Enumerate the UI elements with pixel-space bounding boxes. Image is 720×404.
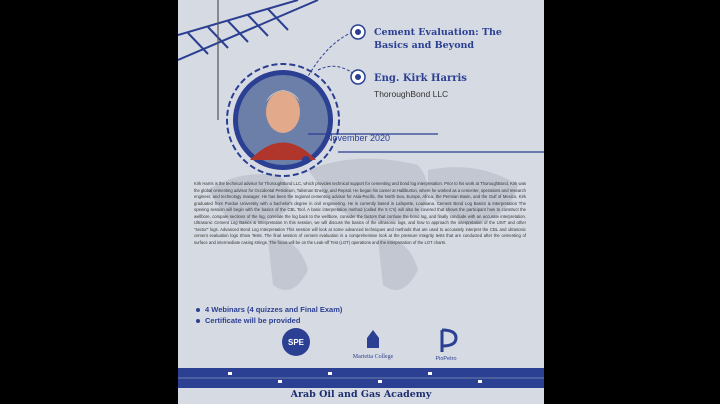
piopetro-logo	[435, 330, 456, 362]
benefit-item: 4 Webinars (4 quizzes and Final Exam)	[196, 304, 342, 315]
speaker-portrait	[238, 75, 328, 165]
svg-text:PioPetro: PioPetro	[435, 356, 457, 362]
benefits-list	[196, 304, 342, 326]
webinar-poster	[178, 0, 544, 404]
sponsor-logos	[278, 326, 478, 364]
svg-text:Marietta College: Marietta College	[352, 354, 394, 360]
webinar-date: November 2020	[326, 133, 391, 143]
bullet-icon	[196, 319, 200, 323]
svg-text:SPE: SPE	[287, 338, 305, 347]
academy-name: Arab Oil and Gas Academy	[178, 388, 544, 404]
speaker-company: ThoroughBond LLC	[374, 89, 449, 99]
speaker-bio: Kirk Harris is the technical advisor for ThoroughBond LLC, which provides technical support for cementing and bond log interpretation. Prior to his work at ThoroughBond, Kirk was the global cementing advisor for Occidental Petroleum, Talisman Energy, and Repsol. He began his career at Halliburton, where he worked as a cementer, operations and research engineer, and technology manager. He has been the regional cementing advisor for Asia-Pacific, the North Sea, Europe, Africa, the Permian Basin, and the Gulf of Mexico. Kirk graduated from Purdue University with a bachelor's degree in civil engineering. He is currently based in Lafayette, Louisiana. Cement Bond Log Basics & Interpretation The opening session will begin with the basics of the CBL Tool. A basic interpretation method (called the 5 C's) will also be covered that shows the participant how to construct the wellbore, compare sections of the log, correlate the log back to the wellbore, consider the factors that confuse the bond log, and finally conclude with an accurate interpretation. Ultrasonic Cement Log Basics & Interpretation In this session, we will discuss the basics of the ultrasonic logs, and how to approach the interpretation of the USIT and other "sector" logs. Advanced Bond Log Interpretation This session will look at some advanced techniques and methods that are used to accurately interpret the CBL and ultrasonic cement evaluation logs Show Tests. The final session of cement evaluation is a comprehensive look at the pressure integrity tests that are conducted after the cementing of surface and intermediate casing strings. The focus will be on the Leak-off Test (LOT) operations and the interpretation of the LOT charts.	[194, 181, 527, 245]
speaker-name: Eng. Kirk Harris	[374, 73, 467, 84]
footer-pattern	[178, 368, 544, 390]
marietta-college-logo	[353, 330, 394, 360]
bullet-icon	[196, 308, 200, 312]
webinar-title: Cement Evaluation: The Basics and Beyond	[374, 27, 502, 51]
benefit-item: Certificate will be provided	[196, 315, 342, 326]
crane-truss-icon	[178, 0, 318, 60]
spe-logo	[282, 328, 310, 356]
